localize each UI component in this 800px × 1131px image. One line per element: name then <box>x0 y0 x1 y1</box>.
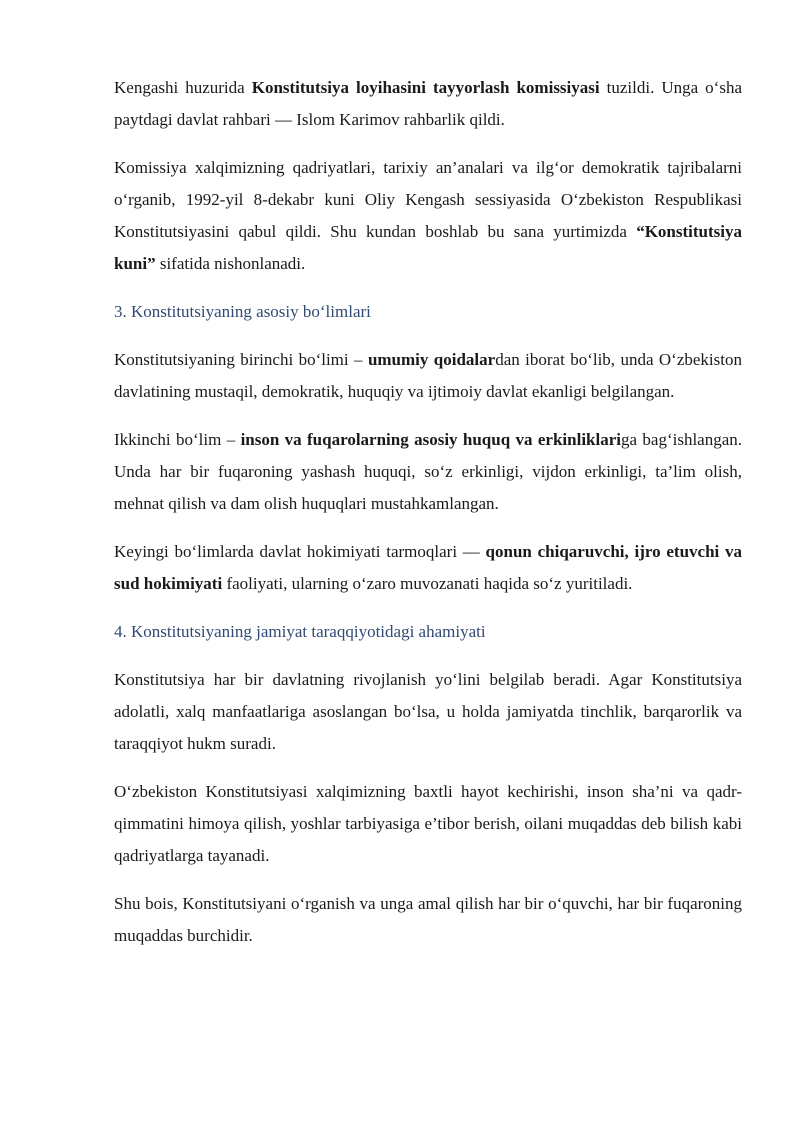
bold-text: “Konstitutsiya kuni” <box>114 222 742 273</box>
bold-text: Konstitutsiya loyihasini tayyorlash komissiyasi <box>251 78 600 97</box>
paragraph-second-part <box>114 424 742 520</box>
text-run: ga bag‘ishlangan. Unda har bir fuqaroning yashash huquqi, so‘z erkinligi, vijdon erkinligi, ta’lim olish, mehnat qilish va dam olish huquqlari mustahkamlangan. <box>114 430 743 513</box>
text-run: dan iborat bo‘lib, unda O‘zbekiston davlatining mustaqil, demokratik, huquqiy va ijtimoiy davlat ekanligi belgilangan. <box>114 350 742 401</box>
text-run: tuzildi. Unga o‘sha paytdagi davlat rahbari — Islom Karimov rahbarlik qildi. <box>114 78 742 129</box>
text-run: Komissiya xalqimizning qadriyatlari, tarixiy an’analari va ilg‘or demokratik tajribalarni o‘rganib, 1992-yil 8-dekabr kuni Oliy Kengash sessiyasida O‘zbekiston Respublikasi Konstitutsiyasini qabul qildi. Shu kundan boshlab bu sana yurtimizda <box>114 158 742 241</box>
text-run: Ikkinchi bo‘lim – <box>114 430 241 449</box>
bold-text: inson va fuqarolarning asosiy huquq va erkinliklari <box>240 430 621 449</box>
paragraph-constitution-adopted <box>114 152 742 280</box>
text-run: sifatida nishonlanadi. <box>155 254 306 273</box>
section-heading-main-parts: 3. Konstitutsiyaning asosiy bo‘limlari <box>114 302 371 321</box>
paragraph-commission-formed <box>114 72 742 136</box>
paragraph-branches-of-power <box>114 536 742 600</box>
paragraph-first-part <box>114 344 742 408</box>
document-page <box>114 72 742 968</box>
bold-text: qonun chiqaruvchi, ijro etuvchi va sud hokimiyati <box>114 542 742 593</box>
text-run: Keyingi bo‘limlarda davlat hokimiyati tarmoqlari — <box>114 542 486 561</box>
paragraph-development-path: Konstitutsiya har bir davlatning rivojlanish yo‘lini belgilab beradi. Agar Konstitutsiya adolatli, xalq manfaatlariga asoslangan bo‘lsa, u holda jamiyatda tinchlik, barqarorlik va taraqqiyot hukm suradi. <box>114 670 742 753</box>
bold-text: umumiy qoidalar <box>367 350 496 369</box>
paragraph-values: O‘zbekiston Konstitutsiyasi xalqimizning baxtli hayot kechirishi, inson sha’ni va qadr-qimmatini himoya qilish, yoshlar tarbiyasiga e’tibor berish, oilani muqaddas deb bilish kabi qadriyatlarga tayanadi. <box>114 782 742 865</box>
paragraph-civic-duty: Shu bois, Konstitutsiyani o‘rganish va unga amal qilish har bir o‘quvchi, har bir fuqaroning muqaddas burchidir. <box>114 894 742 945</box>
text-run: Konstitutsiyaning birinchi bo‘limi – <box>114 350 368 369</box>
text-run: faoliyati, ularning o‘zaro muvozanati haqida so‘z yuritiladi. <box>222 574 633 593</box>
section-heading-significance: 4. Konstitutsiyaning jamiyat taraqqiyotidagi ahamiyati <box>114 622 486 641</box>
text-run: Kengashi huzurida <box>114 78 252 97</box>
